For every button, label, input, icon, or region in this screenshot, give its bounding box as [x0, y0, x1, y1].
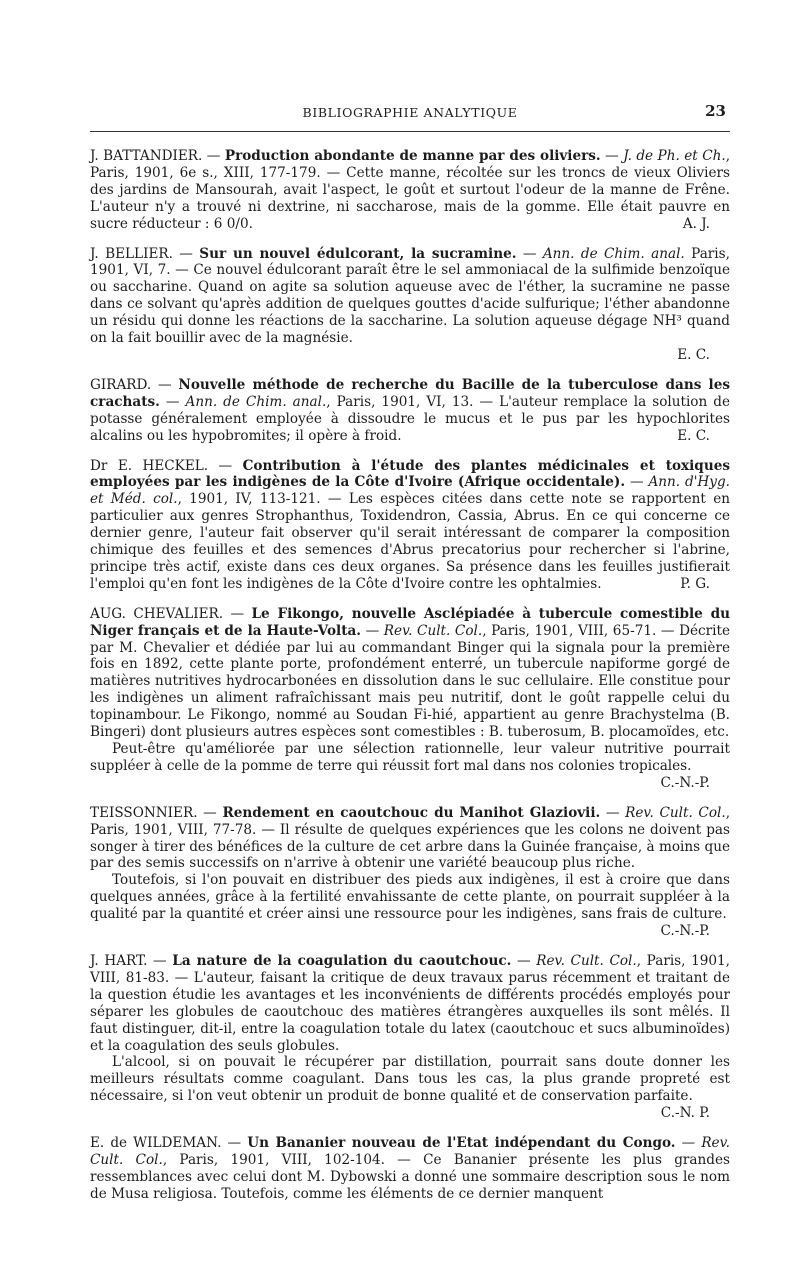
entry-source: Rev. Cult. Col.: [536, 952, 637, 969]
entry-signature: C.-N.-P.: [660, 774, 710, 791]
entry-continuation: [90, 1054, 730, 1105]
entry-paragraph: [90, 1135, 730, 1203]
entry-author: J. BATTANDIER. —: [90, 148, 221, 164]
entry-body: , Paris, 1901, 6e s., XIII, 177-179. — Cette manne, récoltée sur les troncs de vieux Oliviers des jardins de Mansourah, avait l'aspect, le goût et surtout l'odeur de la manne de Frêne. L'auteur n'y a trouvé ni dextrine, ni saccharose, mais de la gomme. Elle était pauvre en sucre réducteur : 6 0/0.: [90, 148, 731, 232]
entry-dash: —: [365, 622, 380, 639]
entry-dash: —: [522, 245, 537, 262]
entry-paragraph: [90, 148, 730, 233]
bibliography-entry: [90, 1135, 730, 1203]
bibliography-entry: [90, 953, 730, 1122]
entry-title: Le Fikongo, nouvelle Asclépiadée à tubercule comestible du Niger français et de la Haute-Volta.: [90, 605, 730, 639]
entry-continuation: [90, 741, 730, 791]
entry-title: Sur un nouvel édulcorant, la sucramine.: [199, 245, 517, 262]
entry-source: Rev. Cult. Col.: [90, 1135, 730, 1168]
entry-author: J. BELLIER. —: [90, 245, 193, 262]
entry-continuation-text: Peut-être qu'améliorée par une sélection rationnelle, leur valeur nutritive pourrait suppléer à celle de la pomme de terre qui réussit fort mal dans nos colonies tropicales.: [90, 741, 730, 774]
entry-source: Rev. Cult. Col.: [383, 622, 483, 639]
entry-paragraph: [90, 246, 730, 347]
entry-signature: C.-N. P.: [660, 1105, 710, 1122]
entry-author: TEISSONNIER. —: [90, 804, 217, 821]
entry-body: , Paris, 1901, VIII, 65-71. — Décrite par M. Chevalier et dédiée par lui au commandant Binger qui la signala pour la première fois en 1892, cette plante porte, profondément enterré, un tubercule napiforme gorgé de matières nutritives hydrocarbonées en dissolution dans le suc cellulaire. Elle constitue pour les indigènes un aliment rafraîchissant mais peu nutritif, dont le goût rappelle celui du topinambour. Le Fikongo, nommé au Soudan Fi-hié, appartient au genre Brachystelma (B. Bingeri) dont plusieurs autres espèces sont comestibles : B. tuberosum, B. plocamoïdes, etc.: [90, 622, 730, 741]
entry-continuation-text: L'alcool, si on pouvait le récupérer par distillation, pourrait sans doute donner les meilleurs résultats comme coagulant. Dans tous les cas, la plus grande propreté est nécessaire, si l'on veut obtenir un produit de bonne qualité et de conservation parfaite.: [90, 1054, 730, 1105]
entry-paragraph: [90, 953, 730, 1054]
entry-source: Ann. de Chim. anal.: [185, 393, 327, 410]
entry-paragraph: [90, 606, 730, 741]
entry-dash: —: [165, 393, 180, 410]
entry-signature: E. C.: [677, 427, 710, 444]
entry-author: E. de WILDEMAN. —: [90, 1135, 242, 1152]
bibliography-entry: [90, 606, 730, 792]
page-number: 23: [705, 102, 726, 120]
entry-dash: —: [605, 148, 619, 164]
entry-title: Contribution à l'étude des plantes médicinales et toxiques employées par les indigènes de la Côte d'Ivoire (Afrique occidentale).: [90, 457, 730, 491]
entry-signature: C.-N.-P.: [660, 923, 710, 940]
entry-author: J. HART. —: [90, 952, 167, 969]
entry-dash: —: [605, 804, 620, 821]
entry-dash: —: [517, 952, 531, 969]
entry-body: , Paris, 1901, VIII, 81-83. — L'auteur, faisant la critique de deux travaux parus récemment et traitant de la question étudie les avantages et les inconvénients de différents procédés employés pour séparer les globules de caoutchouc des matières étrangères auxquelles ils sont mêlés. Il faut distinguer, dit-il, entre la coagulation totale du latex (caoutchouc et sucs albuminoïdes) et la coagulation des seuls globules.: [90, 952, 731, 1054]
entry-author: AUG. CHEVALIER. —: [90, 605, 245, 622]
entry-title: La nature de la coagulation du caoutchouc.: [172, 952, 512, 969]
entry-paragraph: [90, 805, 730, 873]
entry-dash: —: [629, 474, 644, 491]
entry-source: Ann. de Chim. anal.: [542, 245, 685, 262]
header-rule: [90, 131, 730, 132]
entry-signature: E. C.: [677, 346, 710, 363]
entry-signature: A. J.: [682, 215, 710, 232]
entry-body: , Paris, 1901, VI, 13. — L'auteur remplace la solution de potasse généralement employée à dissoudre le mucus et le pus par les hypochlorites alcalins ou les hypobromites; il opère à froid.: [90, 393, 730, 444]
entry-body: , Paris, 1901, VIII, 102-104. — Ce Bananier présente les plus grandes ressemblances avec celui dont M. Dybowski a donné une sommaire description sous le nom de Musa religiosa. Toutefois, comme les éléments de ce dernier manquent: [90, 1151, 730, 1202]
bibliography-content: [90, 148, 730, 1216]
bibliography-entry: [90, 805, 730, 940]
entry-paragraph: [90, 377, 730, 445]
entry-dash: —: [681, 1135, 696, 1152]
entry-author: Dr E. HECKEL. —: [90, 457, 233, 474]
bibliography-entry: [90, 246, 730, 364]
bibliography-entry: [90, 458, 730, 593]
bibliography-entry: [90, 148, 730, 233]
entry-source: J. de Ph. et Ch.: [623, 148, 726, 164]
running-head: [90, 102, 730, 127]
entry-title: Un Bananier nouveau de l'Etat indépendant du Congo.: [247, 1135, 676, 1152]
entry-title: Rendement en caoutchouc du Manihot Glaziovii.: [222, 804, 601, 821]
bibliography-entry: [90, 377, 730, 445]
entry-source: Ann. d'Hyg. et Méd. col.: [90, 474, 730, 508]
entry-body: Paris, 1901, VI, 7. — Ce nouvel édulcorant paraît être le sel ammoniacal de la sulfimide benzoïque ou saccharine. Quand on agite sa solution aqueuse avec de l'éther, la sucramine ne passe dans ce solvant qu'après addition de quelques gouttes d'acide sulfurique; l'éther abandonne un résidu qui donne les réactions de la saccharine. La solution aqueuse dégage NH³ quand on la fait bouillir avec de la magnésie.: [90, 245, 730, 347]
entry-source: Rev. Cult. Col.: [625, 804, 726, 821]
entry-signature: P. G.: [680, 575, 710, 592]
entry-continuation-text: Toutefois, si l'on pouvait en distribuer des pieds aux indigènes, il est à croire que dans quelques années, grâce à la fertilité envahissante de cette plante, on pourrait suppléer à la qualité par la quantité et créer ainsi une ressource pour les indigènes, sans frais de culture.: [90, 872, 730, 923]
entry-body: , Paris, 1901, VIII, 77-78. — Il résulte de quelques expériences que les colons ne doivent pas songer à tirer des bénéfices de la culture de cet arbre dans la Guinée française, à moins que par des semis successifs on n'arrive à obtenir une variété beaucoup plus riche.: [90, 804, 731, 872]
entry-title: Production abondante de manne par des oliviers.: [224, 148, 601, 164]
entry-author: GIRARD. —: [90, 376, 172, 393]
entry-paragraph: [90, 458, 730, 593]
running-title: BIBLIOGRAPHIE ANALYTIQUE: [302, 105, 518, 120]
entry-continuation: [90, 872, 730, 940]
entry-body: , 1901, IV, 113-121. — Les espèces citées dans cette note se rapportent en particulier aux genres Strophanthus, Toxidendron, Cassia, Abrus. En ce qui concerne ce dernier genre, l'auteur fait observer qu'il serait intéressant de comparer la composition chimique des feuilles et des semences d'Abrus precatorius pour rechercher si l'abrine, principe très actif, existe dans ces deux organes. Sa présence dans les feuilles justifierait l'emploi qu'en font les indigènes de la Côte d'Ivoire contre les ophtalmies.: [90, 491, 730, 592]
entry-title: Nouvelle méthode de recherche du Bacille de la tuberculose dans les crachats.: [90, 376, 731, 410]
